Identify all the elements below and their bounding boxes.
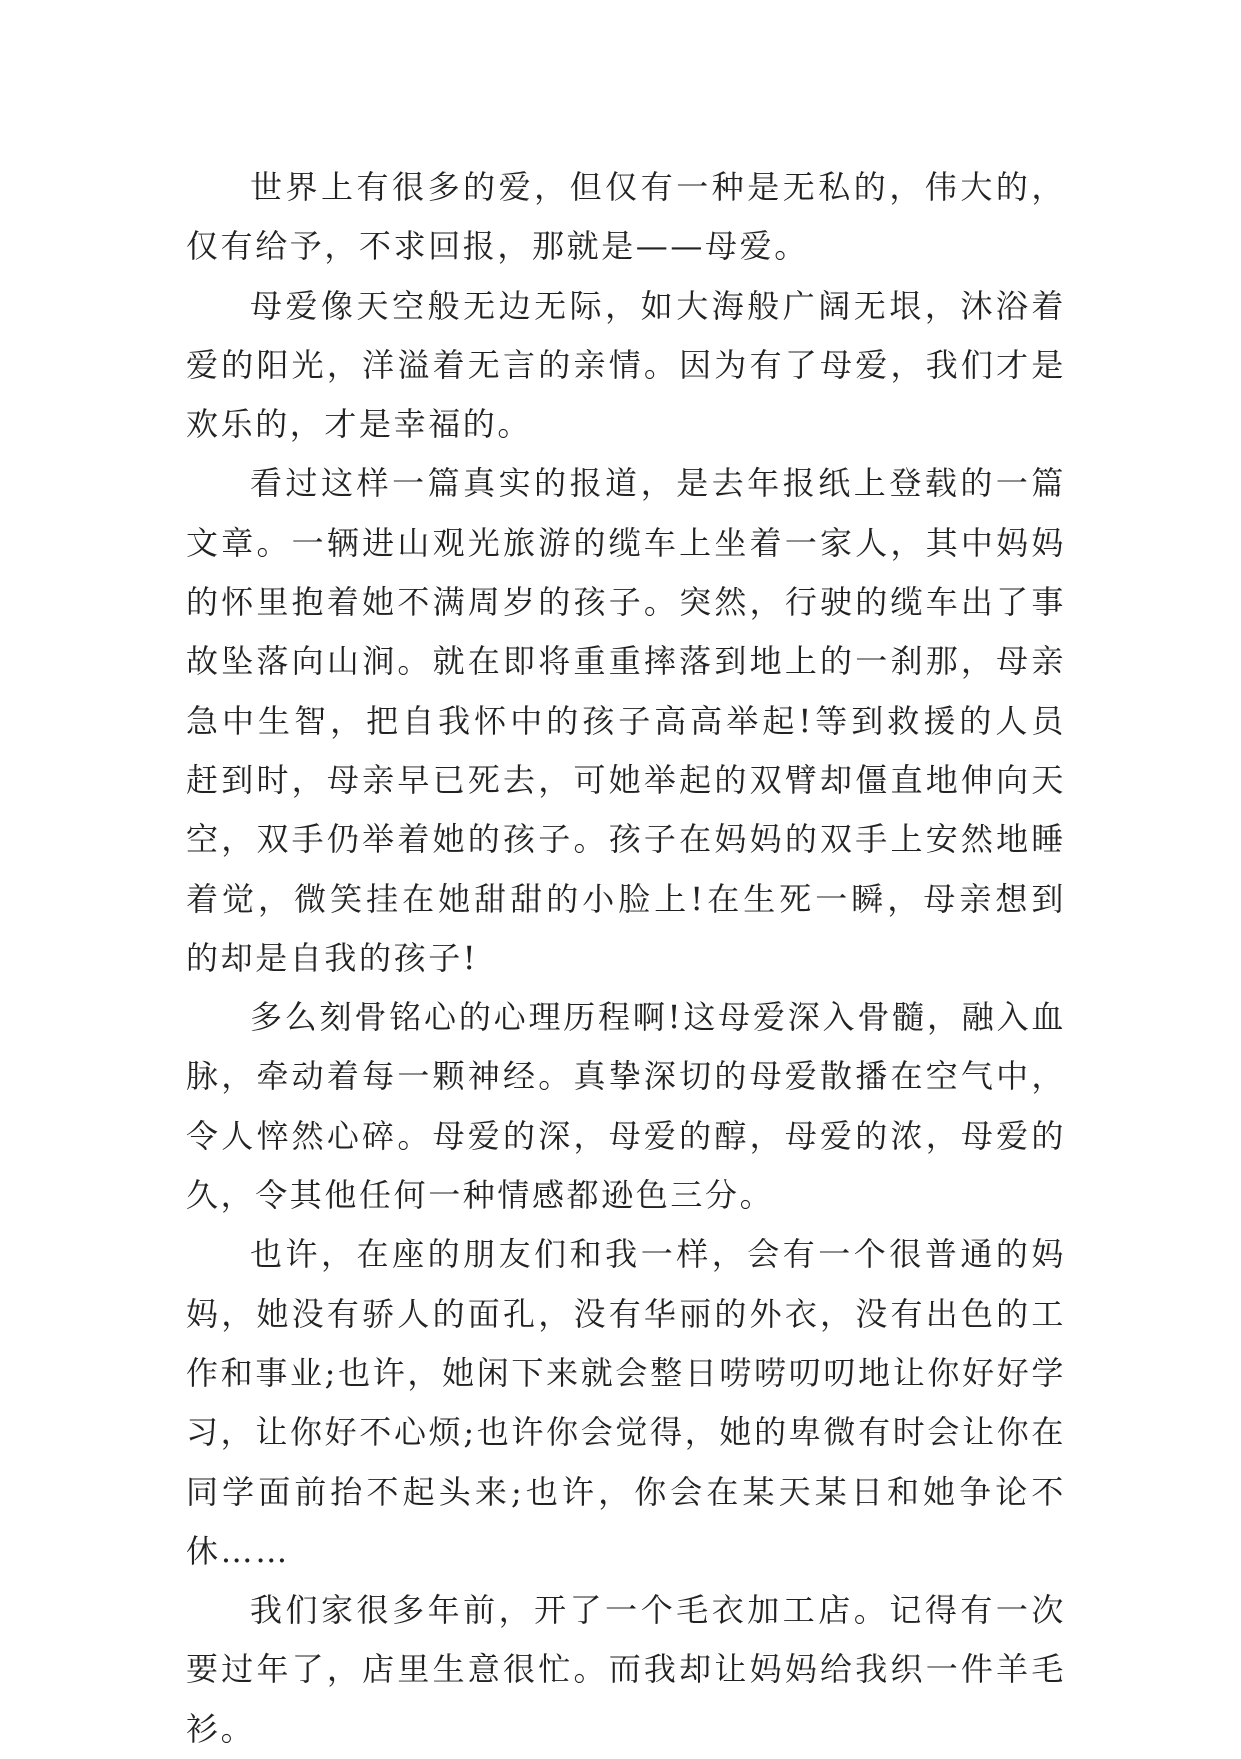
paragraph-6: 我们家很多年前，开了一个毛衣加工店。记得有一次要过年了，店里生意很忙。而我却让妈妈给我织一件羊毛衫。 <box>186 1591 1066 1748</box>
document-body <box>186 158 1066 1759</box>
paragraph-5: 也许，在座的朋友们和我一样，会有一个很普通的妈妈，她没有骄人的面孔，没有华丽的外衣，没有出色的工作和事业;也许，她闲下来就会整日唠唠叨叨地让你好好学习，让你好不心烦;也许你会觉得，她的卑微有时会让你在同学面前抬不起头来;也许，你会在某天某日和她争论不休…… <box>186 1235 1066 1570</box>
paragraph-3: 看过这样一篇真实的报道，是去年报纸上登载的一篇文章。一辆进山观光旅游的缆车上坐着一家人，其中妈妈的怀里抱着她不满周岁的孩子。突然，行驶的缆车出了事故坠落向山涧。就在即将重重摔落到地上的一刹那，母亲急中生智，把自我怀中的孩子高高举起!等到救援的人员赶到时，母亲早已死去，可她举起的双臂却僵直地伸向天空，双手仍举着她的孩子。孩子在妈妈的双手上安然地睡着觉，微笑挂在她甜甜的小脸上!在生死一瞬，母亲想到的却是自我的孩子! <box>186 464 1066 977</box>
paragraph-4: 多么刻骨铭心的心理历程啊!这母爱深入骨髓，融入血脉，牵动着每一颗神经。真挚深切的母爱散播在空气中，令人悴然心碎。母爱的深，母爱的醇，母爱的浓，母爱的久，令其他任何一种情感都逊色三分。 <box>186 998 1066 1215</box>
paragraph-2: 母爱像天空般无边无际，如大海般广阔无垠，沐浴着爱的阳光，洋溢着无言的亲情。因为有了母爱，我们才是欢乐的，才是幸福的。 <box>186 286 1066 444</box>
paragraph-1: 世界上有很多的爱，但仅有一种是无私的，伟大的，仅有给予，不求回报，那就是——母爱。 <box>186 168 1066 266</box>
